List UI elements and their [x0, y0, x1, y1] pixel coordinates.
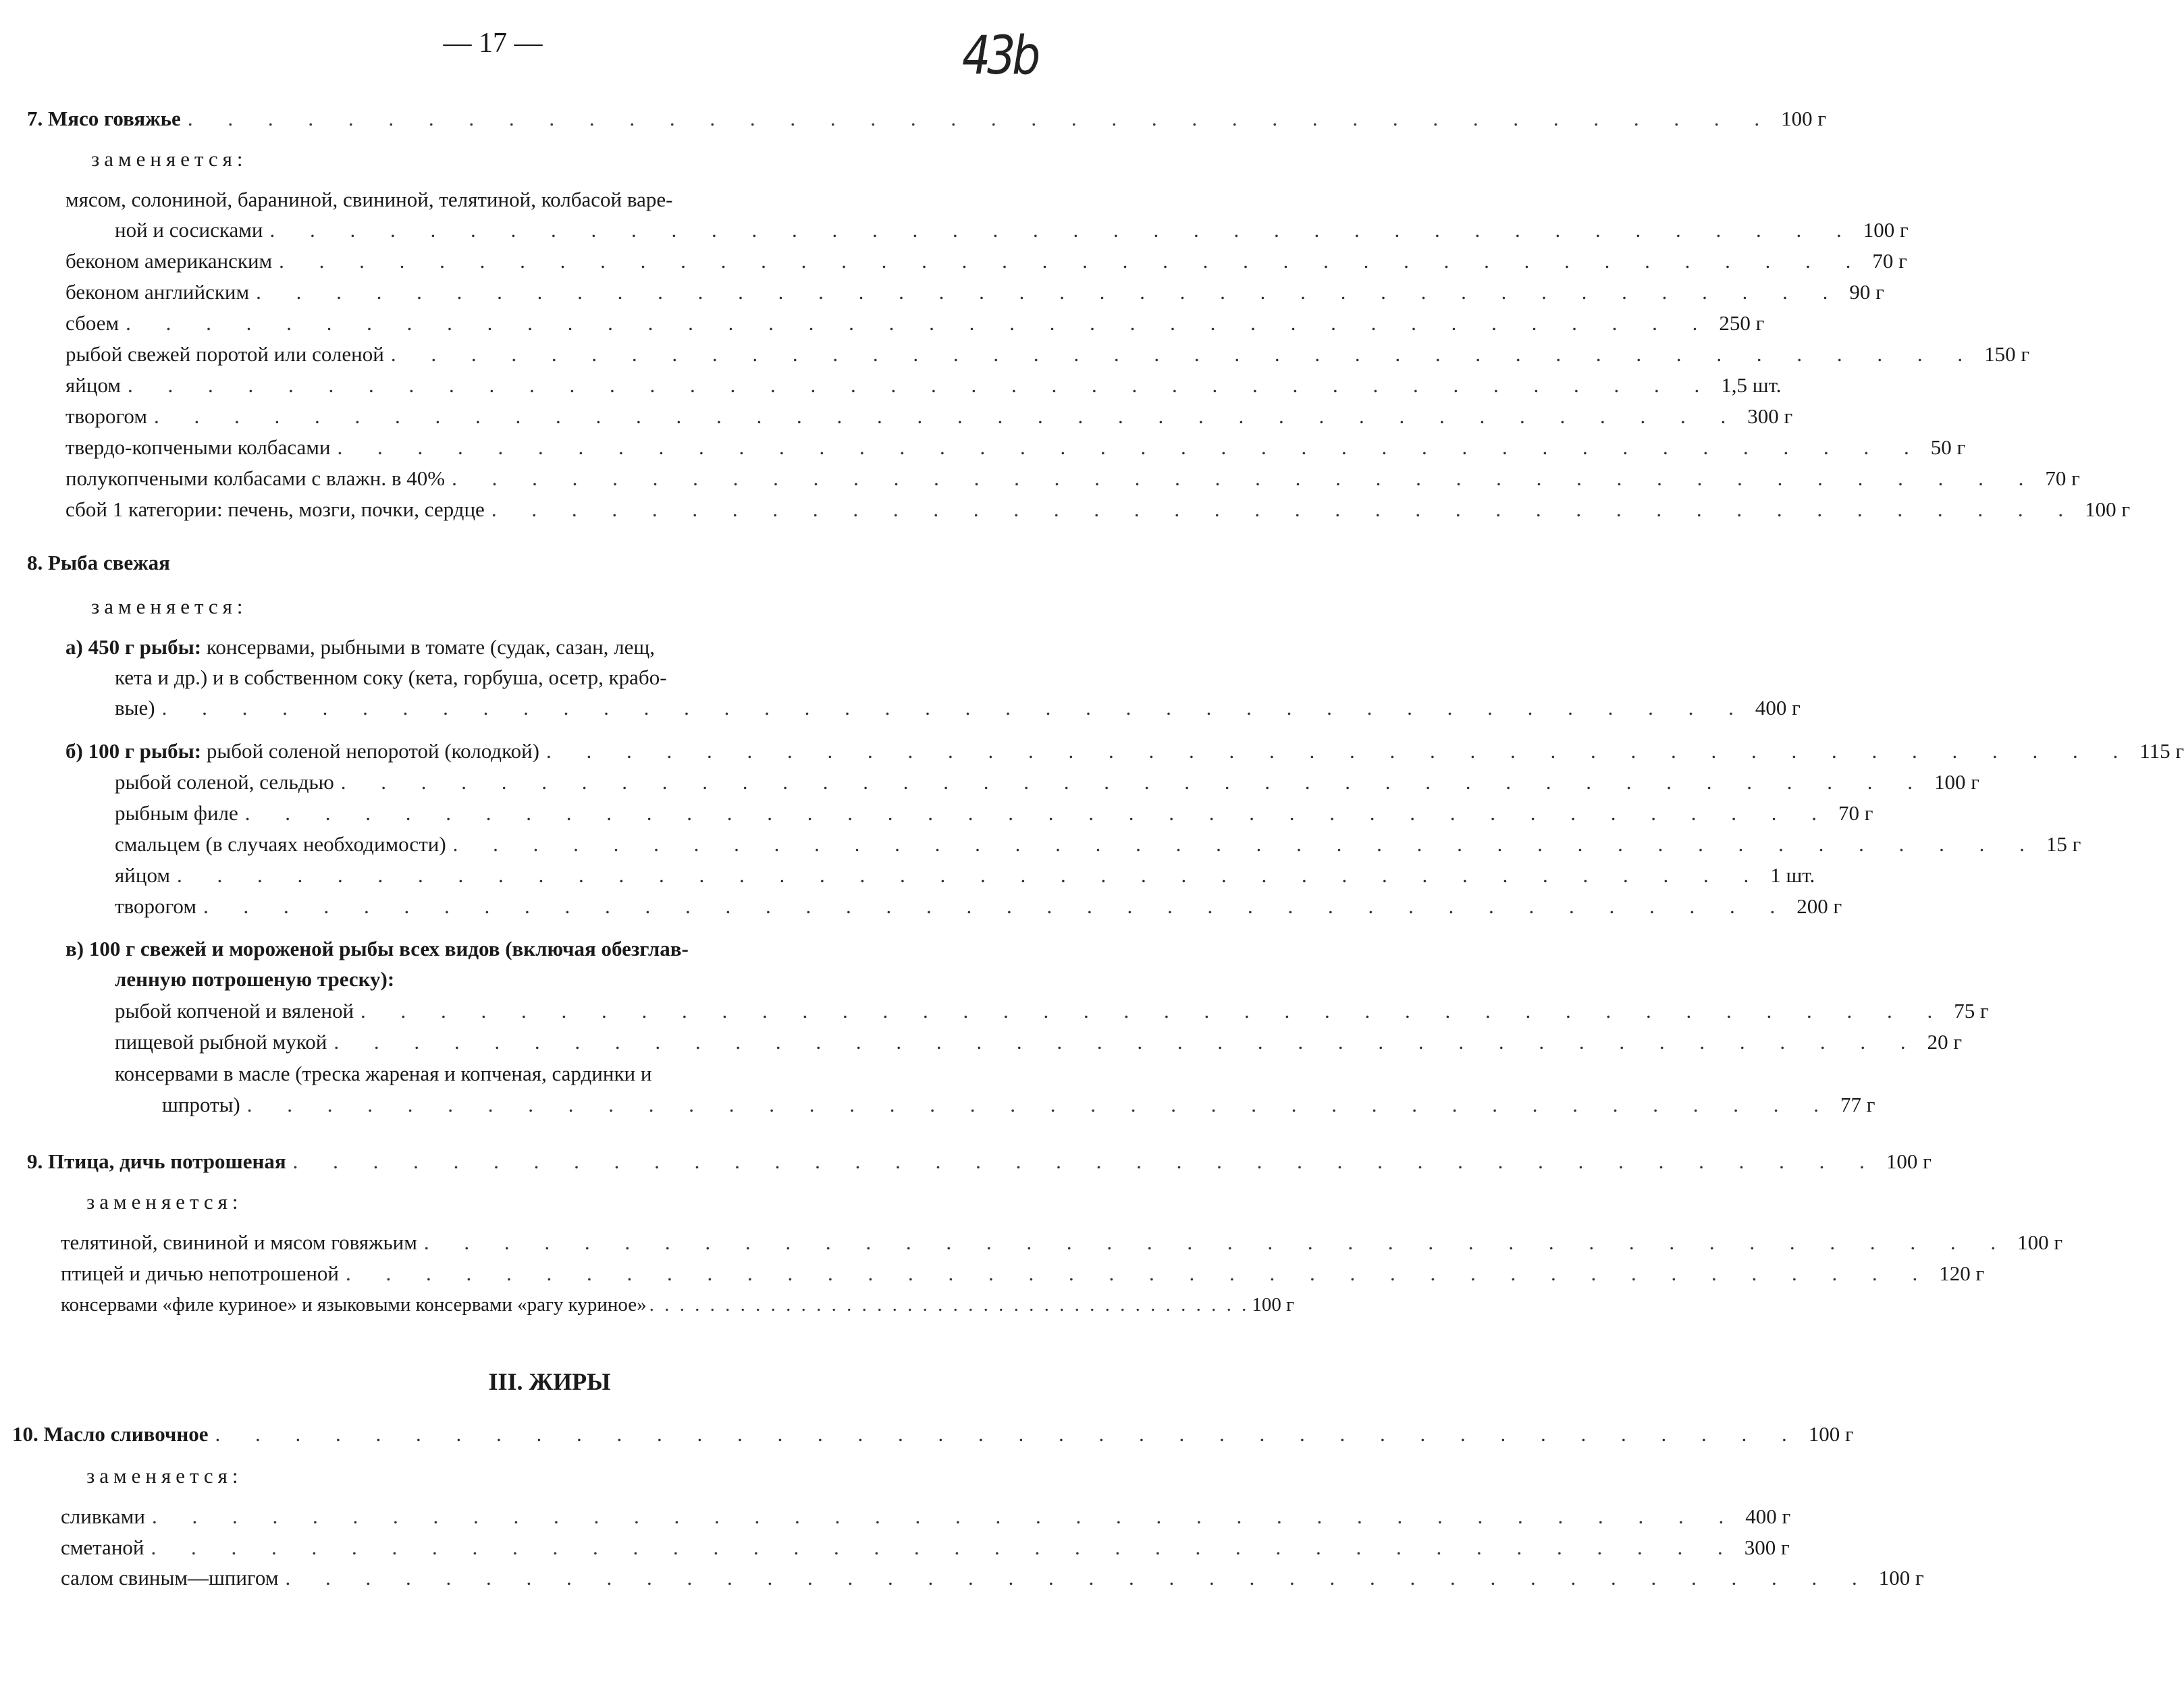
sub-line: мясом, солониной, бараниной, свининой, телятиной, колбасой варе-	[65, 188, 673, 211]
replaced-label: заменяется:	[91, 595, 248, 618]
sub-amount: 50 г	[1930, 435, 1966, 459]
sub-amount: 100 г	[2017, 1230, 2063, 1254]
leader-dots: . . . . . . . . . . . . . . . . . . . . . . . . . . . . . . . . . . . . . . . .	[292, 1149, 1880, 1173]
page-number: — 17 —	[443, 28, 543, 59]
sub-text: вые)	[115, 696, 155, 720]
item-7-title: 7. Мясо говяжье	[27, 107, 181, 130]
item-7-row	[27, 105, 1827, 133]
leader-dots: . . . . . . . . . . . . . . . . . . . . . . . . . . . . . . . . . . . . . . . .	[151, 1536, 1738, 1559]
sub-amount: 300 г	[1747, 404, 1793, 428]
item-9-amount: 100 г	[1886, 1149, 1932, 1173]
leader-dots: . . . . . . . . . . . . . . . . . . . . . . . . . . . . . . . . . . . . . . . .	[649, 1294, 1250, 1315]
sub-row	[115, 216, 1909, 244]
leader-dots: . . . . . . . . . . . . . . . . . . . . . . . . . . . . . . . . . . . . . . . .	[127, 373, 1715, 397]
sub-amount: 200 г	[1796, 894, 1842, 918]
sub-row	[65, 433, 1966, 462]
item-10-amount: 100 г	[1808, 1422, 1854, 1446]
sub-amount: 100 г	[1863, 218, 1909, 242]
sub-row	[115, 892, 1842, 921]
sub-row	[65, 340, 2030, 369]
sub-row	[65, 402, 1793, 431]
sub-text: смальцем (в случаях необходимости)	[115, 832, 446, 856]
sub-amount: 90 г	[1849, 280, 1884, 304]
item-8c-line-1: в) 100 г свежей и мороженой рыбы всех видов (включая обезглав-	[65, 937, 689, 960]
sub-text: шпроты)	[162, 1093, 240, 1116]
sub-text: творогом	[115, 894, 196, 918]
sub-text: яйцом	[115, 863, 170, 887]
sub-amount: 100 г	[1252, 1294, 1294, 1315]
sub-text: консервами «филе куриное» и языковыми консервами «рагу куриное»	[61, 1294, 647, 1315]
sub-amount: 250 г	[1719, 311, 1765, 335]
sub-row	[65, 464, 2080, 493]
sub-text: рыбой соленой, сельдью	[115, 770, 334, 794]
item-8b-row	[65, 737, 2184, 765]
leader-dots: . . . . . . . . . . . . . . . . . . . . . . . . . . . . . . . . . . . . . . . .	[126, 311, 1713, 335]
sub-amount: 1,5 шт.	[1721, 373, 1782, 397]
sub-amount: 15 г	[2046, 832, 2081, 856]
sub-amount: 20 г	[1927, 1030, 1963, 1054]
leader-dots: . . . . . . . . . . . . . . . . . . . . . . . . . . . . . . . . . . . . . . . .	[187, 107, 1775, 130]
item-8c-line-2: ленную потрошеную треску):	[115, 967, 395, 991]
sub-amount: 100 г	[2085, 497, 2131, 521]
sub-amount: 100 г	[1878, 1566, 1924, 1590]
sub-amount: 77 г	[1840, 1093, 1875, 1116]
leader-dots: . . . . . . . . . . . . . . . . . . . . . . . . . . . . . . . . . . . . . . . .	[285, 1566, 1872, 1590]
leader-dots: . . . . . . . . . . . . . . . . . . . . . . . . . . . . . . . . . . . . . . . .	[452, 832, 2040, 856]
sub-text: беконом американским	[65, 249, 273, 273]
leader-dots: . . . . . . . . . . . . . . . . . . . . . . . . . . . . . . . . . . . . . . . .	[176, 863, 1764, 887]
sub-amount: 150 г	[1984, 342, 2030, 366]
sub-row	[115, 861, 1815, 890]
leader-dots: . . . . . . . . . . . . . . . . . . . . . . . . . . . . . . . . . . . . . . . .	[334, 1030, 1921, 1054]
leader-dots: . . . . . . . . . . . . . . . . . . . . . . . . . . . . . . . . . . . . . . . .	[152, 1504, 1739, 1528]
leader-dots: . . . . . . . . . . . . . . . . . . . . . . . . . . . . . . . . . . . . . . . .	[215, 1422, 1802, 1446]
leader-dots: . . . . . . . . . . . . . . . . . . . . . . . . . . . . . . . . . . . . . . . .	[203, 894, 1790, 918]
sub-text: рыбой соленой непоротой (колодкой)	[206, 739, 539, 763]
sub-row	[61, 1259, 1985, 1288]
sub-row	[162, 1091, 1875, 1119]
sub-amount: 1 шт.	[1770, 863, 1815, 887]
sub-text: пищевой рыбной мукой	[115, 1030, 327, 1054]
leader-dots: . . . . . . . . . . . . . . . . . . . . . . . . . . . . . . . . . . . . . . . .	[545, 739, 2133, 763]
sub-text: беконом английским	[65, 280, 250, 304]
leader-dots: . . . . . . . . . . . . . . . . . . . . . . . . . . . . . . . . . . . . . . . .	[452, 466, 2039, 490]
sub-row	[115, 768, 1979, 796]
sub-row	[115, 1028, 1963, 1056]
leader-dots: . . . . . . . . . . . . . . . . . . . . . . . . . . . . . . . . . . . . . . . .	[244, 801, 1832, 825]
sub-text: телятиной, свининой и мясом говяжьим	[61, 1230, 417, 1254]
sub-amount: 100 г	[1934, 770, 1979, 794]
leader-dots: . . . . . . . . . . . . . . . . . . . . . . . . . . . . . . . . . . . . . . . .	[279, 249, 1866, 273]
item-8a-row	[115, 694, 1801, 722]
item-10-row	[12, 1420, 1854, 1448]
sub-text: сбоем	[65, 311, 119, 335]
sub-row	[115, 830, 2081, 859]
sub-amount: 400 г	[1745, 1504, 1791, 1528]
sub-row	[61, 1502, 1791, 1531]
sub-row	[115, 997, 1989, 1025]
item-8b-prefix: б) 100 г рыбы:	[65, 739, 202, 763]
sub-amount: 70 г	[1872, 249, 1907, 273]
sub-amount: 300 г	[1744, 1536, 1790, 1559]
sub-row	[61, 1291, 1294, 1319]
item-8a-prefix: а) 450 г рыбы:	[65, 635, 202, 659]
sub-text: творогом	[65, 404, 147, 428]
item-8a-line-1	[65, 633, 655, 661]
item-8b-first	[65, 737, 539, 765]
leader-dots: . . . . . . . . . . . . . . . . . . . . . . . . . . . . . . . . . . . . . . . .	[491, 497, 2079, 521]
replaced-label: заменяется:	[91, 147, 248, 171]
item-7-amount: 100 г	[1781, 107, 1827, 130]
handwritten-mark: 43b	[962, 26, 1038, 86]
sub-text: салом свиным—шпигом	[61, 1566, 279, 1590]
sub-text: твердо-копчеными колбасами	[65, 435, 331, 459]
sub-amount: 70 г	[2045, 466, 2080, 490]
leader-dots: . . . . . . . . . . . . . . . . . . . . . . . . . . . . . . . . . . . . . . . .	[153, 404, 1741, 428]
sub-text: птицей и дичью непотрошеной	[61, 1262, 340, 1285]
leader-dots: . . . . . . . . . . . . . . . . . . . . . . . . . . . . . . . . . . . . . . . .	[256, 280, 1843, 304]
item-9-title: 9. Птица, дичь потрошеная	[27, 1149, 286, 1173]
sub-line: консервами в масле (треска жареная и копченая, сардинки и	[115, 1062, 652, 1085]
sub-text: сметаной	[61, 1536, 144, 1559]
item-10-title: 10. Масло сливочное	[12, 1422, 209, 1446]
replaced-label: заменяется:	[86, 1190, 243, 1214]
sub-row	[65, 247, 1907, 275]
leader-dots: . . . . . . . . . . . . . . . . . . . . . . . . . . . . . . . . . . . . . . . .	[390, 342, 1978, 366]
sub-row	[61, 1228, 2063, 1257]
leader-dots: . . . . . . . . . . . . . . . . . . . . . . . . . . . . . . . . . . . . . . . .	[423, 1230, 2011, 1254]
section-heading: III. ЖИРЫ	[488, 1368, 611, 1395]
leader-dots: . . . . . . . . . . . . . . . . . . . . . . . . . . . . . . . . . . . . . . . .	[246, 1093, 1834, 1116]
sub-row	[61, 1564, 1924, 1592]
leader-dots: . . . . . . . . . . . . . . . . . . . . . . . . . . . . . . . . . . . . . . . .	[361, 999, 1948, 1023]
leader-dots: . . . . . . . . . . . . . . . . . . . . . . . . . . . . . . . . . . . . . . . .	[346, 1262, 1933, 1285]
sub-amount: 115 г	[2139, 739, 2184, 763]
leader-dots: . . . . . . . . . . . . . . . . . . . . . . . . . . . . . . . . . . . . . . . .	[161, 696, 1749, 720]
item-8a-line-2: кета и др.) и в собственном соку (кета, горбуша, осетр, крабо-	[115, 666, 667, 689]
sub-text: яйцом	[65, 373, 121, 397]
leader-dots: . . . . . . . . . . . . . . . . . . . . . . . . . . . . . . . . . . . . . . . .	[337, 435, 1924, 459]
sub-text: рыбой копченой и вяленой	[115, 999, 354, 1023]
sub-row	[65, 278, 1884, 306]
sub-text: полукопчеными колбасами с влажн. в 40%	[65, 466, 446, 490]
sub-row	[115, 799, 1873, 828]
item-8a-text: консервами, рыбными в томате (судак, сазан, лещ,	[206, 635, 656, 659]
leader-dots: . . . . . . . . . . . . . . . . . . . . . . . . . . . . . . . . . . . . . . . .	[269, 218, 1857, 242]
item-9-row	[27, 1147, 1932, 1176]
sub-amount: 120 г	[1939, 1262, 1985, 1285]
sub-text: сбой 1 категории: печень, мозги, почки, сердце	[65, 497, 485, 521]
sub-row	[65, 371, 1782, 400]
item-8-title: 8. Рыба свежая	[27, 551, 170, 574]
leader-dots: . . . . . . . . . . . . . . . . . . . . . . . . . . . . . . . . . . . . . . . .	[340, 770, 1928, 794]
sub-amount: 70 г	[1838, 801, 1873, 825]
sub-text: ной и сосисками	[115, 218, 263, 242]
sub-row	[65, 309, 1765, 337]
sub-row	[61, 1534, 1790, 1562]
sub-row	[65, 495, 2131, 524]
replaced-label: заменяется:	[86, 1464, 243, 1488]
sub-text: рыбным филе	[115, 801, 238, 825]
sub-amount: 400 г	[1755, 696, 1801, 720]
sub-text: рыбой свежей поротой или соленой	[65, 342, 384, 366]
sub-text: сливками	[61, 1504, 146, 1528]
sub-amount: 75 г	[1954, 999, 1989, 1023]
